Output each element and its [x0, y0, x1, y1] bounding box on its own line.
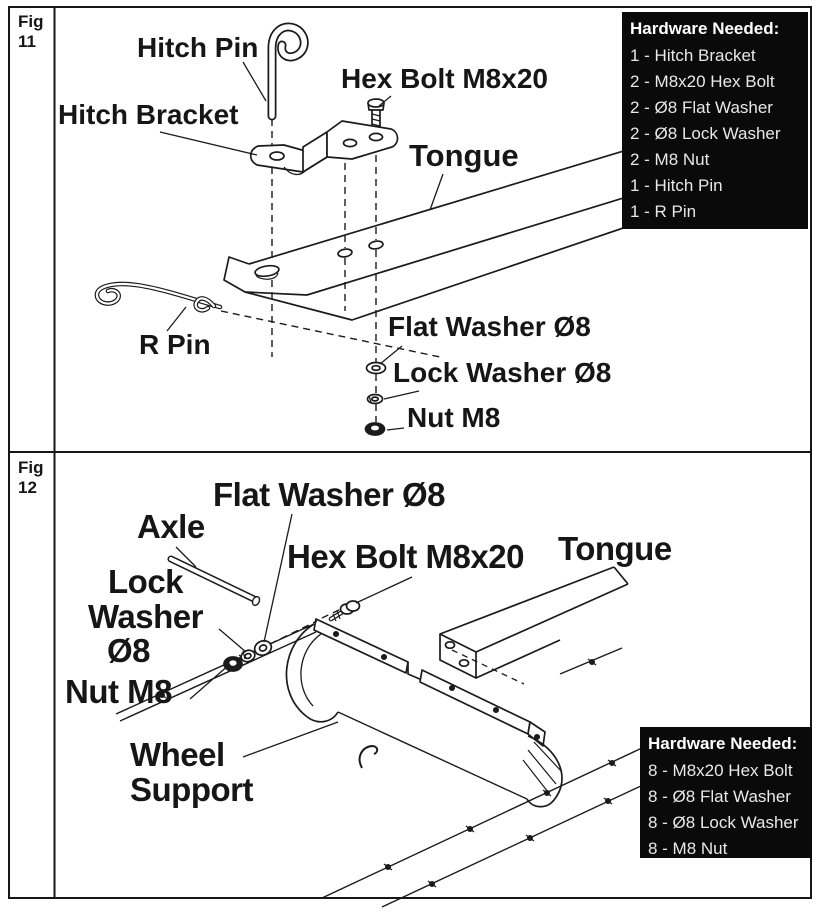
- fig11-hardware-box: [622, 12, 808, 229]
- hardware-item: 8 - Ø8 Lock Washer: [648, 813, 799, 832]
- fig12-tag: [18, 458, 44, 498]
- lock-washer-line1: Lock: [108, 563, 184, 600]
- fig12-label-tongue: Tongue: [558, 530, 672, 567]
- hardware-item: 8 - M8x20 Hex Bolt: [648, 761, 793, 780]
- fig11-tag: [18, 12, 44, 52]
- fig12-label-flat-washer: Flat Washer Ø8: [213, 476, 446, 513]
- fig11-hardware-title: Hardware Needed:: [630, 19, 780, 38]
- fig11-label-nut: Nut M8: [407, 402, 501, 433]
- hardware-item: 2 - Ø8 Lock Washer: [630, 124, 781, 143]
- wheel-support-drawing: [286, 619, 562, 807]
- fig12-label-wheel-support: [130, 738, 253, 807]
- fig12-label-nut: Nut M8: [65, 673, 172, 710]
- fig12-hardware-box: [640, 727, 812, 858]
- hardware-item: 1 - R Pin: [630, 202, 697, 221]
- fig11-tag-word: Fig: [18, 12, 44, 31]
- hardware-item: 1 - Hitch Bracket: [630, 46, 756, 65]
- tongue-tube: [440, 567, 628, 684]
- fig12-label-hex-bolt: Hex Bolt M8x20: [287, 538, 524, 575]
- hardware-item: 8 - M8 Nut: [648, 839, 728, 858]
- fig12-label-lock-washer: [88, 563, 203, 670]
- hardware-item: 2 - M8x20 Hex Bolt: [630, 72, 775, 91]
- hardware-item: 8 - Ø8 Flat Washer: [648, 787, 791, 806]
- fig12-tag-number: 12: [18, 478, 37, 497]
- fig11-label-hitch-bracket: Hitch Bracket: [58, 99, 239, 130]
- fig12-label-axle: Axle: [137, 508, 205, 545]
- hitch-pin-drawing: [272, 27, 304, 116]
- hardware-item: 2 - Ø8 Flat Washer: [630, 98, 773, 117]
- fig11-label-r-pin: R Pin: [139, 329, 211, 360]
- fig11-label-tongue: Tongue: [409, 138, 519, 173]
- hardware-item: 1 - Hitch Pin: [630, 176, 723, 195]
- fig11-label-hitch-pin: Hitch Pin: [137, 32, 259, 63]
- wheel-support-line2: Support: [130, 770, 253, 808]
- fig11-label-flat-washer: Flat Washer Ø8: [388, 311, 591, 342]
- fig11-label-hex-bolt: Hex Bolt M8x20: [341, 63, 548, 94]
- lock-washer-line3: Ø8: [107, 632, 151, 670]
- wheel-support-line1: Wheel: [130, 736, 225, 773]
- fig12-hardware-title: Hardware Needed:: [648, 734, 798, 753]
- lock-washer-line2: Washer: [88, 597, 203, 635]
- fig11-tag-number: 11: [18, 32, 36, 51]
- r-pin-drawing: [97, 284, 220, 310]
- hardware-item: 2 - M8 Nut: [630, 150, 710, 169]
- fastener-stack: [366, 363, 386, 436]
- fig12-tag-word: Fig: [18, 458, 44, 477]
- hitch-bracket-drawing: [251, 121, 398, 174]
- fig12-fastener-stack: [224, 639, 273, 671]
- fig11-label-lock-washer: Lock Washer Ø8: [393, 357, 612, 388]
